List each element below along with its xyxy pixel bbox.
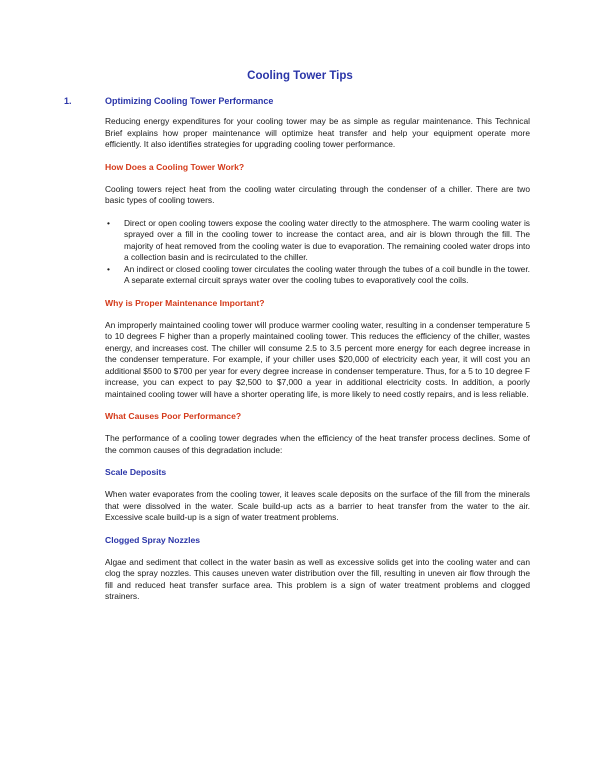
list-item bbox=[105, 218, 530, 264]
list-item-text: Direct or open cooling towers expose the cooling water directly to the atmosphere. The warm cooling water is sprayed over a fill in the cooling tower to increase the contact area, and air is blown through the fill. The majority of heat removed from the cooling water is due to evaporation. The remaining cooled water drops into a collection basin and is recirculated to the chiller. bbox=[124, 217, 530, 262]
maintenance-paragraph: An improperly maintained cooling tower will produce warmer cooling water, resulting in a condenser temperature 5 to 10 degrees F higher than a properly maintained cooling tower. This reduces the efficiency of the chiller, wastes energy, and increases cost. The chiller will consume 2.5 to 3.5 percent more energy for each degree increase in the condenser temperature. For example, if your chiller uses $20,000 of electricity each year, it will cost you an additional $500 to $700 per year for every degree increase in condenser temperature. Thus, for a 5 to 10 degree F increase, you can expect to pay $2,500 to $7,000 a year in additional electricity costs. In addition, a poorly maintained cooling tower will have a shorter operating life, is more likely to need costly repairs, and is less reliable. bbox=[105, 319, 530, 399]
document-body bbox=[105, 116, 530, 603]
bullet-icon: • bbox=[107, 263, 110, 274]
intro-paragraph: Reducing energy expenditures for your cooling tower may be as simple as regular maintenance. This Technical Brief explains how proper maintenance will optimize heat transfer and help your equipment operate more efficiently. It also identifies strategies for upgrading cooling tower performance. bbox=[105, 116, 530, 149]
cooling-tower-types-list bbox=[105, 218, 530, 287]
heading-causes: What Causes Poor Performance? bbox=[105, 411, 242, 421]
bullet-icon: • bbox=[107, 217, 110, 228]
causes-paragraph: The performance of a cooling tower degrades when the efficiency of the heat transfer process declines. Some of the common causes of this degradation include: bbox=[105, 433, 530, 455]
heading-scale-deposits: Scale Deposits bbox=[105, 467, 167, 477]
document-title: Cooling Tower Tips bbox=[247, 70, 353, 82]
list-item bbox=[105, 264, 530, 287]
heading-how-works: How Does a Cooling Tower Work? bbox=[105, 161, 245, 172]
nozzles-paragraph: Algae and sediment that collect in the water basin as well as excessive solids get into the cooling water and can clog the spray nozzles. This causes uneven water distribution over the fill, resulting in uneven air flow through the fill and reduced heat transfer surface area. This problem is a sign of water treatment problems and clogged strainers. bbox=[105, 556, 530, 601]
section-number: 1. bbox=[64, 96, 72, 106]
list-item-text: An indirect or closed cooling tower circulates the cooling water through the tubes of a coil bundle in the tower. A separate external circuit sprays water over the cooling tubes to evaporatively cool the coils. bbox=[124, 263, 530, 285]
section-title: Optimizing Cooling Tower Performance bbox=[105, 96, 274, 106]
scale-paragraph: When water evaporates from the cooling tower, it leaves scale deposits on the surface of the fill from the minerals that were dissolved in the water. Scale build-up acts as a barrier to heat transfer from the water to the air. Excessive scale build-up is a sign of water treatment problems. bbox=[105, 489, 530, 522]
heading-maintenance: Why is Proper Maintenance Important? bbox=[105, 297, 265, 308]
how-works-paragraph: Cooling towers reject heat from the cooling water circulating through the condenser of a chiller. There are two basic types of cooling towers. bbox=[105, 183, 530, 205]
heading-clogged-nozzles: Clogged Spray Nozzles bbox=[105, 534, 201, 545]
